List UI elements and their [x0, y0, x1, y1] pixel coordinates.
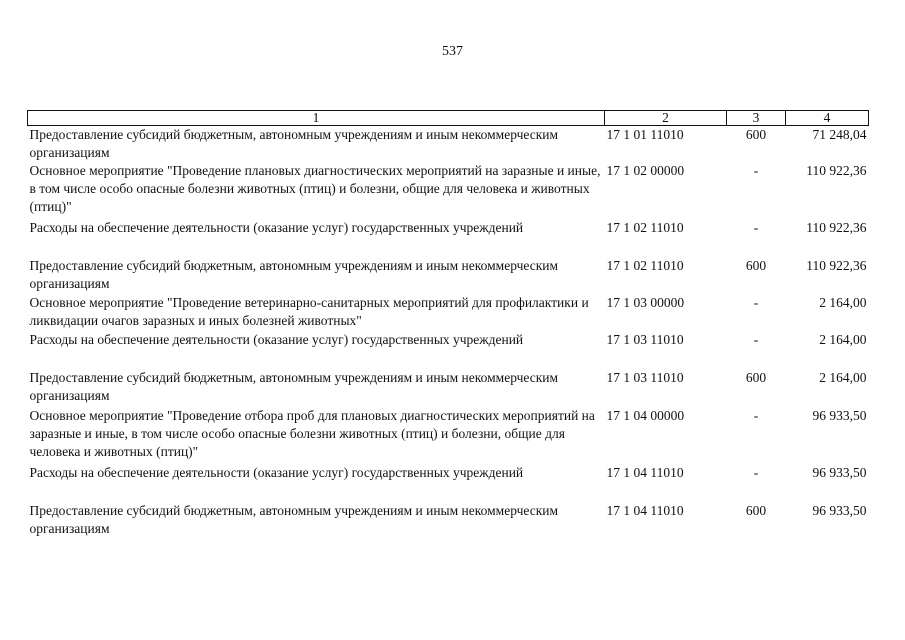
table-row: [28, 257, 869, 294]
table-row: [28, 331, 869, 369]
row-type: -: [753, 465, 759, 480]
row-sum: 2 164,00: [819, 370, 867, 385]
row-code: 17 1 04 00000: [606, 408, 685, 423]
row-sum: 71 248,04: [812, 127, 867, 142]
row-name: Предоставление субсидий бюджетным, автономным учреждениям и иным некоммерческим организациям: [29, 258, 559, 291]
row-code: 17 1 04 11010: [606, 503, 684, 518]
row-name: Расходы на обеспечение деятельности (оказание услуг) государственных учреждений: [29, 465, 524, 480]
row-name: Расходы на обеспечение деятельности (оказание услуг) государственных учреждений: [29, 220, 524, 235]
row-name: Расходы на обеспечение деятельности (оказание услуг) государственных учреждений: [29, 332, 524, 347]
row-type: -: [753, 163, 759, 178]
row-type: 600: [745, 258, 767, 273]
row-type: -: [753, 332, 759, 347]
row-code: 17 1 01 11010: [606, 127, 684, 142]
row-type: 600: [745, 503, 767, 518]
header-col-4: 4: [786, 111, 869, 126]
table-row: [28, 502, 869, 538]
row-type: 600: [745, 127, 767, 142]
row-code: 17 1 03 11010: [606, 370, 684, 385]
row-code: 17 1 03 00000: [606, 295, 685, 310]
row-sum: 96 933,50: [812, 503, 867, 518]
header-col-2: 2: [605, 111, 727, 126]
row-sum: 96 933,50: [812, 465, 867, 480]
row-type: 600: [745, 370, 767, 385]
row-name: Предоставление субсидий бюджетным, автономным учреждениям и иным некоммерческим организациям: [29, 127, 559, 160]
header-col-3: 3: [727, 111, 786, 126]
table-row: [28, 294, 869, 331]
row-type: -: [753, 408, 759, 423]
row-code: 17 1 02 00000: [606, 163, 685, 178]
row-sum: 110 922,36: [806, 220, 867, 235]
budget-table: [27, 110, 869, 538]
row-name: Предоставление субсидий бюджетным, автономным учреждениям и иным некоммерческим организациям: [29, 370, 559, 403]
row-sum: 96 933,50: [812, 408, 867, 423]
row-code: 17 1 02 11010: [606, 258, 684, 273]
header-col-1: 1: [28, 111, 605, 126]
row-type: -: [753, 295, 759, 310]
table-row: [28, 126, 869, 163]
row-code: 17 1 03 11010: [606, 332, 684, 347]
row-sum: 2 164,00: [819, 295, 867, 310]
table-row: [28, 464, 869, 502]
row-name: Основное мероприятие "Проведение отбора проб для плановых диагностических мероприятий на заразные и иные, в том числе особо опасные болезни животных (птиц) и болезни, общие для человека и животных (птиц)": [29, 408, 595, 459]
row-code: 17 1 04 11010: [606, 465, 684, 480]
table-header: [28, 111, 869, 126]
row-type: -: [753, 220, 759, 235]
table-row: [28, 369, 869, 407]
row-name: Основное мероприятие "Проведение плановых диагностических мероприятий на заразные и иные, в том числе особо опасные болезни животных (птиц) и болезни, общие для человека и животных (птиц)": [29, 163, 601, 214]
page-number: 537: [442, 44, 463, 59]
row-name: Предоставление субсидий бюджетным, автономным учреждениям и иным некоммерческим организациям: [29, 503, 559, 536]
table-row: [28, 219, 869, 257]
row-name: Основное мероприятие "Проведение ветеринарно-санитарных мероприятий для профилактики и ликвидации очагов заразных и иных болезней животных": [29, 295, 589, 328]
row-sum: 110 922,36: [806, 258, 867, 273]
row-code: 17 1 02 11010: [606, 220, 684, 235]
table-row: [28, 407, 869, 464]
row-sum: 110 922,36: [806, 163, 867, 178]
table-body: [28, 126, 869, 539]
header-row: [28, 111, 869, 126]
row-sum: 2 164,00: [819, 332, 867, 347]
table-row: [28, 162, 869, 219]
